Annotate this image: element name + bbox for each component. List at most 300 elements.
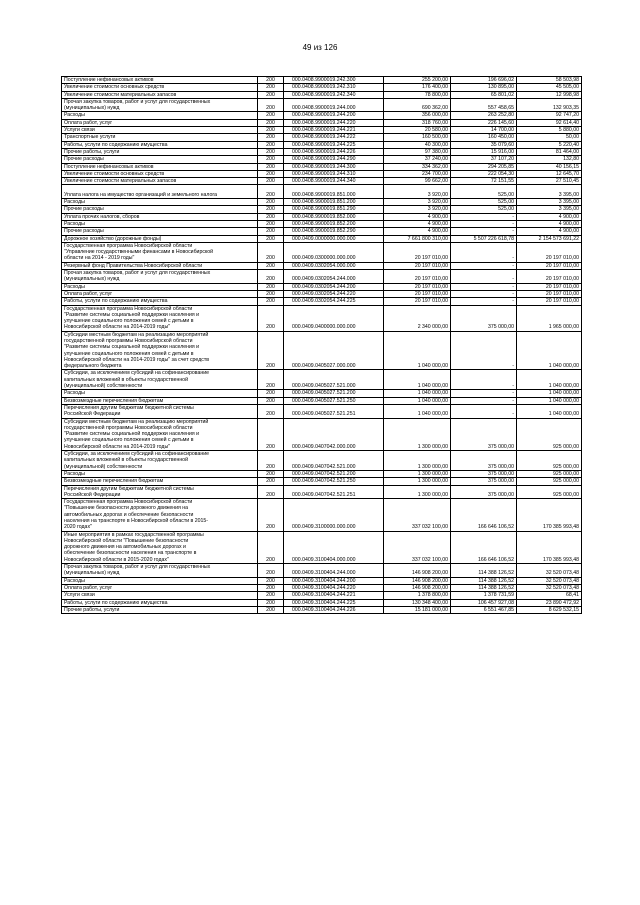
row-executed-amount: - xyxy=(451,220,517,227)
row-unexecuted-amount: 12 645,70 xyxy=(517,170,582,177)
row-line-code: 200 xyxy=(258,531,284,563)
table-row xyxy=(62,163,582,170)
row-executed-amount: - xyxy=(451,213,517,220)
table-row xyxy=(62,185,582,199)
row-unexecuted-amount: 50,00 xyxy=(517,134,582,141)
row-unexecuted-amount: 5 220,40 xyxy=(517,141,582,148)
row-approved-amount: 318 760,00 xyxy=(384,119,451,126)
row-executed-amount: 6 551 467,85 xyxy=(451,606,517,613)
row-name: Транспортные услуги xyxy=(62,134,258,141)
table-row xyxy=(62,148,582,155)
row-classification-code: 000.0408.9900019.851.200 xyxy=(284,199,384,206)
row-executed-amount: 1 378 731,59 xyxy=(451,592,517,599)
row-line-code: 200 xyxy=(258,485,284,499)
row-approved-amount: 20 197 010,00 xyxy=(384,262,451,269)
row-unexecuted-amount: 20 197 010,00 xyxy=(517,290,582,297)
row-approved-amount: 3 920,00 xyxy=(384,185,451,199)
row-executed-amount: - xyxy=(451,331,517,370)
row-unexecuted-amount: 92 614,40 xyxy=(517,119,582,126)
row-classification-code: 000.0409.3100404.244.226 xyxy=(284,606,384,613)
row-name: Государственная программа Новосибирской области "Управление государственными финансами в Новосибирской области на 2014 - 2019 годы" xyxy=(62,242,258,262)
row-classification-code: 000.0408.9900019.244.226 xyxy=(284,148,384,155)
row-approved-amount: 4 900,00 xyxy=(384,213,451,220)
row-approved-amount: 146 908 200,00 xyxy=(384,577,451,584)
row-executed-amount: 375 000,00 xyxy=(451,305,517,331)
row-approved-amount: 337 032 100,00 xyxy=(384,499,451,531)
row-classification-code: 000.0408.9900019.852.000 xyxy=(284,213,384,220)
row-approved-amount: 146 908 200,00 xyxy=(384,584,451,591)
row-line-code: 200 xyxy=(258,170,284,177)
row-classification-code: 000.0408.9900019.244.200 xyxy=(284,112,384,119)
row-line-code: 200 xyxy=(258,331,284,370)
row-line-code: 200 xyxy=(258,584,284,591)
row-approved-amount: 1 378 800,00 xyxy=(384,592,451,599)
table-row xyxy=(62,199,582,206)
row-line-code: 200 xyxy=(258,112,284,119)
row-line-code: 200 xyxy=(258,262,284,269)
row-line-code: 200 xyxy=(258,564,284,578)
row-classification-code: 000.0408.9900019.852.290 xyxy=(284,228,384,235)
table-row xyxy=(62,112,582,119)
row-executed-amount: 525,00 xyxy=(451,199,517,206)
row-executed-amount: 375 000,00 xyxy=(451,418,517,450)
row-executed-amount: 114 388 126,52 xyxy=(451,584,517,591)
table-row xyxy=(62,418,582,450)
row-executed-amount: 557 458,65 xyxy=(451,98,517,112)
row-line-code: 200 xyxy=(258,84,284,91)
row-unexecuted-amount: 12 998,98 xyxy=(517,91,582,98)
table-row xyxy=(62,84,582,91)
row-line-code: 200 xyxy=(258,242,284,262)
row-name: Расходы xyxy=(62,283,258,290)
row-unexecuted-amount: 2 154 573 691,22 xyxy=(517,235,582,242)
row-approved-amount: 234 700,00 xyxy=(384,170,451,177)
row-executed-amount: 130 895,00 xyxy=(451,84,517,91)
row-unexecuted-amount: 27 510,45 xyxy=(517,178,582,185)
row-name: Прочие расходы xyxy=(62,156,258,163)
row-approved-amount: 1 040 000,00 xyxy=(384,404,451,418)
row-classification-code: 000.0409.0302054.244.200 xyxy=(284,283,384,290)
row-classification-code: 000.0409.0407042.521.200 xyxy=(284,470,384,477)
row-unexecuted-amount: 170 385 993,48 xyxy=(517,499,582,531)
row-executed-amount: 166 646 106,52 xyxy=(451,499,517,531)
table-row xyxy=(62,305,582,331)
row-executed-amount: 15 916,00 xyxy=(451,148,517,155)
row-classification-code: 000.0409.0302054.000.000 xyxy=(284,262,384,269)
row-approved-amount: 160 500,00 xyxy=(384,134,451,141)
row-unexecuted-amount: 20 197 010,00 xyxy=(517,283,582,290)
row-executed-amount: 14 700,00 xyxy=(451,127,517,134)
row-unexecuted-amount: 4 900,00 xyxy=(517,220,582,227)
table-row xyxy=(62,206,582,213)
row-unexecuted-amount: 45 505,00 xyxy=(517,84,582,91)
row-name: Государственная программа Новосибирской области "Развитие системы социальной поддержки населения и улучшение социального положения семей с детьми в Новосибирской области на 2014-2019 годы" xyxy=(62,305,258,331)
row-unexecuted-amount: 925 000,00 xyxy=(517,470,582,477)
row-classification-code: 000.0408.9900019.244.300 xyxy=(284,163,384,170)
row-executed-amount: 375 000,00 xyxy=(451,470,517,477)
row-name: Дорожное хозяйство (дорожные фонды) xyxy=(62,235,258,242)
table-row xyxy=(62,485,582,499)
row-line-code: 200 xyxy=(258,283,284,290)
row-classification-code: 000.0408.9900019.244.340 xyxy=(284,178,384,185)
budget-table xyxy=(61,76,582,614)
row-executed-amount: 166 646 106,52 xyxy=(451,531,517,563)
row-name: Перечисления другим бюджетам бюджетной системы Российской Федерации xyxy=(62,404,258,418)
row-unexecuted-amount: 20 197 010,00 xyxy=(517,270,582,284)
table-row xyxy=(62,592,582,599)
row-line-code: 200 xyxy=(258,270,284,284)
row-name: Субсидии местным бюджетам на реализацию мероприятий государственной программы Новосибирской области "Развитие системы социальной поддержки населения и улучшение социального положения семей с детьми в Новосибирской области на 2014-2019 годы" за счет средств федерального бюджета xyxy=(62,331,258,370)
row-executed-amount: 294 205,85 xyxy=(451,163,517,170)
row-executed-amount: 114 388 126,52 xyxy=(451,577,517,584)
row-unexecuted-amount: 1 040 000,00 xyxy=(517,397,582,404)
row-approved-amount: 40 300,00 xyxy=(384,141,451,148)
row-name: Работы, услуги по содержанию имущества xyxy=(62,141,258,148)
row-approved-amount: 356 000,00 xyxy=(384,112,451,119)
row-approved-amount: 20 197 010,00 xyxy=(384,283,451,290)
row-classification-code: 000.0409.0400000.000.000 xyxy=(284,305,384,331)
row-approved-amount: 1 040 000,00 xyxy=(384,370,451,390)
row-line-code: 200 xyxy=(258,390,284,397)
row-approved-amount: 2 340 000,00 xyxy=(384,305,451,331)
row-name: Прочие работы, услуги xyxy=(62,148,258,155)
row-approved-amount: 130 348 400,00 xyxy=(384,599,451,606)
row-approved-amount: 1 040 000,00 xyxy=(384,397,451,404)
row-approved-amount: 176 400,00 xyxy=(384,84,451,91)
row-approved-amount: 1 040 000,00 xyxy=(384,390,451,397)
row-approved-amount: 1 040 000,00 xyxy=(384,331,451,370)
table-row xyxy=(62,499,582,531)
row-name: Увеличение стоимости материальных запасов xyxy=(62,178,258,185)
row-unexecuted-amount: 58 503,98 xyxy=(517,77,582,84)
row-name: Уплата налога на имущество организаций и земельного налога xyxy=(62,185,258,199)
row-name: Уплата прочих налогов, сборов xyxy=(62,213,258,220)
row-approved-amount: 20 197 010,00 xyxy=(384,298,451,305)
row-approved-amount: 4 900,00 xyxy=(384,228,451,235)
row-line-code: 200 xyxy=(258,577,284,584)
table-row xyxy=(62,298,582,305)
row-unexecuted-amount: 132 903,35 xyxy=(517,98,582,112)
row-name: Увеличение стоимости материальных запасов xyxy=(62,91,258,98)
row-name: Поступление нефинансовых активов xyxy=(62,163,258,170)
row-unexecuted-amount: 5 880,00 xyxy=(517,127,582,134)
row-classification-code: 000.0408.9900019.244.000 xyxy=(284,98,384,112)
row-classification-code: 000.0408.9900019.851.000 xyxy=(284,185,384,199)
row-name: Субсидии местным бюджетам на реализацию мероприятий государственной программы Новосибирской области "Развитие системы социальной поддержки населения и улучшение социального положения семей с детьми в Новосибирской области на 2014-2019 годы" xyxy=(62,418,258,450)
row-executed-amount: 5 507 226 618,78 xyxy=(451,235,517,242)
row-executed-amount: 263 252,80 xyxy=(451,112,517,119)
row-line-code: 200 xyxy=(258,156,284,163)
row-unexecuted-amount: 1 040 000,00 xyxy=(517,370,582,390)
row-classification-code: 000.0409.0407042.521.000 xyxy=(284,451,384,471)
row-classification-code: 000.0408.9900019.244.221 xyxy=(284,127,384,134)
row-classification-code: 000.0409.3100404.244.225 xyxy=(284,599,384,606)
row-name: Безвозмездные перечисления бюджетам xyxy=(62,397,258,404)
row-line-code: 200 xyxy=(258,134,284,141)
row-executed-amount: 196 696,02 xyxy=(451,77,517,84)
row-approved-amount: 20 197 010,00 xyxy=(384,270,451,284)
row-name: Безвозмездные перечисления бюджетам xyxy=(62,478,258,485)
row-line-code: 200 xyxy=(258,305,284,331)
row-unexecuted-amount: 1 040 000,00 xyxy=(517,404,582,418)
row-name: Иные мероприятия в рамках государственной программы Новосибирской области "Повышение безопасности дорожного движения на автомобильных дорогах и обеспечение безопасности населения на транспорте в Новосибирской области в 2015-2020 годах" xyxy=(62,531,258,563)
row-unexecuted-amount: 32 520 073,48 xyxy=(517,564,582,578)
row-classification-code: 000.0409.0405027.000.000 xyxy=(284,331,384,370)
row-unexecuted-amount: 925 000,00 xyxy=(517,451,582,471)
row-name: Субсидии, за исключением субсидий на софинансирование капитальных вложений в объекты государственной (муниципальной) собственности xyxy=(62,370,258,390)
row-name: Работы, услуги по содержанию имущества xyxy=(62,599,258,606)
row-classification-code: 000.0409.0405027.521.200 xyxy=(284,390,384,397)
row-approved-amount: 3 920,00 xyxy=(384,206,451,213)
row-name: Государственная программа Новосибирской области "Повышение безопасности дорожного движения на автомобильных дорогах и обеспечение безопасности населения на транспорте в Новосибирской области в 2015- 2020 годах" xyxy=(62,499,258,531)
row-name: Субсидии, за исключением субсидий на софинансирование капитальных вложений в объекты государственной (муниципальной) собственности xyxy=(62,451,258,471)
row-executed-amount: 37 107,20 xyxy=(451,156,517,163)
row-unexecuted-amount: 20 197 010,00 xyxy=(517,242,582,262)
row-classification-code: 000.0409.0300000.000.000 xyxy=(284,242,384,262)
row-classification-code: 000.0409.0407042.521.251 xyxy=(284,485,384,499)
table-row xyxy=(62,213,582,220)
row-name: Услуги связи xyxy=(62,592,258,599)
row-approved-amount: 20 197 010,00 xyxy=(384,290,451,297)
row-name: Резервный фонд Правительства Новосибирской области xyxy=(62,262,258,269)
table-row xyxy=(62,577,582,584)
row-line-code: 200 xyxy=(258,451,284,471)
row-line-code: 200 xyxy=(258,599,284,606)
row-name: Оплата работ, услуг xyxy=(62,290,258,297)
row-executed-amount: 525,00 xyxy=(451,206,517,213)
table-row xyxy=(62,91,582,98)
table-row xyxy=(62,404,582,418)
page-number: 49 из 126 xyxy=(302,43,338,52)
row-name: Прочие работы, услуги xyxy=(62,606,258,613)
row-unexecuted-amount: 3 395,00 xyxy=(517,199,582,206)
row-approved-amount: 690 362,00 xyxy=(384,98,451,112)
row-approved-amount: 37 240,00 xyxy=(384,156,451,163)
row-line-code: 200 xyxy=(258,298,284,305)
row-executed-amount: 65 801,02 xyxy=(451,91,517,98)
row-unexecuted-amount: 40 156,15 xyxy=(517,163,582,170)
row-approved-amount: 78 800,00 xyxy=(384,91,451,98)
row-approved-amount: 4 900,00 xyxy=(384,220,451,227)
table-row xyxy=(62,584,582,591)
row-name: Расходы xyxy=(62,390,258,397)
row-name: Работы, услуги по содержанию имущества xyxy=(62,298,258,305)
row-classification-code: 000.0409.0407042.000.000 xyxy=(284,418,384,450)
row-line-code: 200 xyxy=(258,141,284,148)
row-line-code: 200 xyxy=(258,163,284,170)
row-line-code: 200 xyxy=(258,127,284,134)
table-row xyxy=(62,141,582,148)
row-executed-amount: 35 079,60 xyxy=(451,141,517,148)
row-line-code: 200 xyxy=(258,370,284,390)
row-unexecuted-amount: 32 520 073,48 xyxy=(517,584,582,591)
row-executed-amount: - xyxy=(451,270,517,284)
row-approved-amount: 7 661 800 310,00 xyxy=(384,235,451,242)
table-row xyxy=(62,283,582,290)
table-row xyxy=(62,599,582,606)
row-name: Прочая закупка товаров, работ и услуг для государственных (муниципальных) нужд xyxy=(62,270,258,284)
row-name: Поступление нефинансовых активов xyxy=(62,77,258,84)
row-executed-amount: 222 054,30 xyxy=(451,170,517,177)
row-classification-code: 000.0409.3100000.000.000 xyxy=(284,499,384,531)
row-unexecuted-amount: 925 000,00 xyxy=(517,418,582,450)
row-classification-code: 000.0409.0405027.521.251 xyxy=(284,404,384,418)
row-classification-code: 000.0409.3100404.244.000 xyxy=(284,564,384,578)
row-unexecuted-amount: 1 040 000,00 xyxy=(517,331,582,370)
row-unexecuted-amount: 81 464,00 xyxy=(517,148,582,155)
row-name: Расходы xyxy=(62,577,258,584)
row-unexecuted-amount: 1 965 000,00 xyxy=(517,305,582,331)
row-approved-amount: 255 200,00 xyxy=(384,77,451,84)
row-line-code: 200 xyxy=(258,592,284,599)
table-row xyxy=(62,242,582,262)
row-approved-amount: 1 300 000,00 xyxy=(384,418,451,450)
row-executed-amount: 525,00 xyxy=(451,185,517,199)
row-line-code: 200 xyxy=(258,606,284,613)
row-unexecuted-amount: 3 395,00 xyxy=(517,185,582,199)
row-approved-amount: 1 300 000,00 xyxy=(384,478,451,485)
row-unexecuted-amount: 925 000,00 xyxy=(517,485,582,499)
row-approved-amount: 1 300 000,00 xyxy=(384,485,451,499)
row-line-code: 200 xyxy=(258,148,284,155)
table-row xyxy=(62,156,582,163)
row-classification-code: 000.0408.9900019.852.200 xyxy=(284,220,384,227)
row-executed-amount: - xyxy=(451,390,517,397)
table-row xyxy=(62,127,582,134)
row-line-code: 200 xyxy=(258,228,284,235)
table-row xyxy=(62,170,582,177)
row-executed-amount: - xyxy=(451,228,517,235)
row-classification-code: 000.0408.9900019.242.340 xyxy=(284,91,384,98)
row-name: Прочие расходы xyxy=(62,228,258,235)
table-row xyxy=(62,397,582,404)
row-classification-code: 000.0408.9900019.244.310 xyxy=(284,170,384,177)
row-classification-code: 000.0409.0405027.521.000 xyxy=(284,370,384,390)
table-row xyxy=(62,262,582,269)
row-unexecuted-amount: 4 900,00 xyxy=(517,228,582,235)
row-line-code: 200 xyxy=(258,220,284,227)
table-row xyxy=(62,220,582,227)
row-name: Расходы xyxy=(62,220,258,227)
row-name: Оплата работ, услуг xyxy=(62,584,258,591)
row-name: Прочая закупка товаров, работ и услуг для государственных (муниципальных) нужд xyxy=(62,98,258,112)
row-line-code: 200 xyxy=(258,404,284,418)
table-row xyxy=(62,290,582,297)
row-name: Расходы xyxy=(62,470,258,477)
row-unexecuted-amount: 1 040 000,00 xyxy=(517,390,582,397)
row-executed-amount: 375 000,00 xyxy=(451,485,517,499)
row-name: Расходы xyxy=(62,199,258,206)
row-line-code: 200 xyxy=(258,178,284,185)
row-name: Увеличение стоимости основных средств xyxy=(62,170,258,177)
row-name: Прочая закупка товаров, работ и услуг для государственных (муниципальных) нужд xyxy=(62,564,258,578)
row-approved-amount: 1 300 000,00 xyxy=(384,451,451,471)
table-row xyxy=(62,98,582,112)
row-name: Оплата работ, услуг xyxy=(62,119,258,126)
table-row xyxy=(62,451,582,471)
row-line-code: 200 xyxy=(258,91,284,98)
row-line-code: 200 xyxy=(258,418,284,450)
row-classification-code: 000.0408.9900019.244.290 xyxy=(284,156,384,163)
row-classification-code: 000.0408.9900019.851.290 xyxy=(284,206,384,213)
row-approved-amount: 334 362,00 xyxy=(384,163,451,170)
row-unexecuted-amount: 4 900,00 xyxy=(517,213,582,220)
row-line-code: 200 xyxy=(258,499,284,531)
row-executed-amount: - xyxy=(451,283,517,290)
table-row xyxy=(62,178,582,185)
table-row xyxy=(62,235,582,242)
row-classification-code: 000.0409.3100404.244.200 xyxy=(284,577,384,584)
row-executed-amount: 375 000,00 xyxy=(451,478,517,485)
row-approved-amount: 20 580,00 xyxy=(384,127,451,134)
table-row xyxy=(62,228,582,235)
row-executed-amount: 72 151,55 xyxy=(451,178,517,185)
row-classification-code: 000.0408.9900019.244.220 xyxy=(284,119,384,126)
row-executed-amount: 114 388 126,52 xyxy=(451,564,517,578)
table-row xyxy=(62,77,582,84)
table-row xyxy=(62,134,582,141)
row-classification-code: 000.0409.0302054.244.220 xyxy=(284,290,384,297)
row-unexecuted-amount: 20 197 010,00 xyxy=(517,298,582,305)
row-name: Перечисления другим бюджетам бюджетной системы Российской Федерации xyxy=(62,485,258,499)
row-classification-code: 000.0409.0302054.244.225 xyxy=(284,298,384,305)
row-line-code: 200 xyxy=(258,77,284,84)
table-row xyxy=(62,270,582,284)
row-unexecuted-amount: 32 520 073,48 xyxy=(517,577,582,584)
table-row xyxy=(62,470,582,477)
row-line-code: 200 xyxy=(258,470,284,477)
row-executed-amount: - xyxy=(451,242,517,262)
table-row xyxy=(62,331,582,370)
row-approved-amount: 97 380,00 xyxy=(384,148,451,155)
row-executed-amount: 226 145,60 xyxy=(451,119,517,126)
row-executed-amount: 160 450,00 xyxy=(451,134,517,141)
table-row xyxy=(62,531,582,563)
row-name: Услуги связи xyxy=(62,127,258,134)
row-unexecuted-amount: 8 629 532,15 xyxy=(517,606,582,613)
table-row xyxy=(62,390,582,397)
row-line-code: 200 xyxy=(258,397,284,404)
row-classification-code: 000.0408.9900019.242.300 xyxy=(284,77,384,84)
row-line-code: 200 xyxy=(258,199,284,206)
row-classification-code: 000.0409.3100404.244.221 xyxy=(284,592,384,599)
row-executed-amount: - xyxy=(451,370,517,390)
row-unexecuted-amount: 92 747,20 xyxy=(517,112,582,119)
row-executed-amount: 375 000,00 xyxy=(451,451,517,471)
table-row xyxy=(62,606,582,613)
row-unexecuted-amount: 925 000,00 xyxy=(517,478,582,485)
row-line-code: 200 xyxy=(258,235,284,242)
row-classification-code: 000.0409.3100404.244.220 xyxy=(284,584,384,591)
row-approved-amount: 20 197 010,00 xyxy=(384,242,451,262)
row-line-code: 200 xyxy=(258,213,284,220)
row-executed-amount: - xyxy=(451,397,517,404)
row-classification-code: 000.0409.0000000.000.000 xyxy=(284,235,384,242)
row-executed-amount: - xyxy=(451,290,517,297)
row-classification-code: 000.0409.3100404.000.000 xyxy=(284,531,384,563)
row-executed-amount: - xyxy=(451,262,517,269)
row-approved-amount: 146 908 200,00 xyxy=(384,564,451,578)
row-line-code: 200 xyxy=(258,478,284,485)
row-executed-amount: 106 457 927,08 xyxy=(451,599,517,606)
row-classification-code: 000.0408.9900019.244.225 xyxy=(284,141,384,148)
row-line-code: 200 xyxy=(258,206,284,213)
table-row xyxy=(62,370,582,390)
row-unexecuted-amount: 23 890 472,92 xyxy=(517,599,582,606)
row-approved-amount: 3 920,00 xyxy=(384,199,451,206)
row-classification-code: 000.0409.0407042.521.250 xyxy=(284,478,384,485)
row-unexecuted-amount: 3 395,00 xyxy=(517,206,582,213)
